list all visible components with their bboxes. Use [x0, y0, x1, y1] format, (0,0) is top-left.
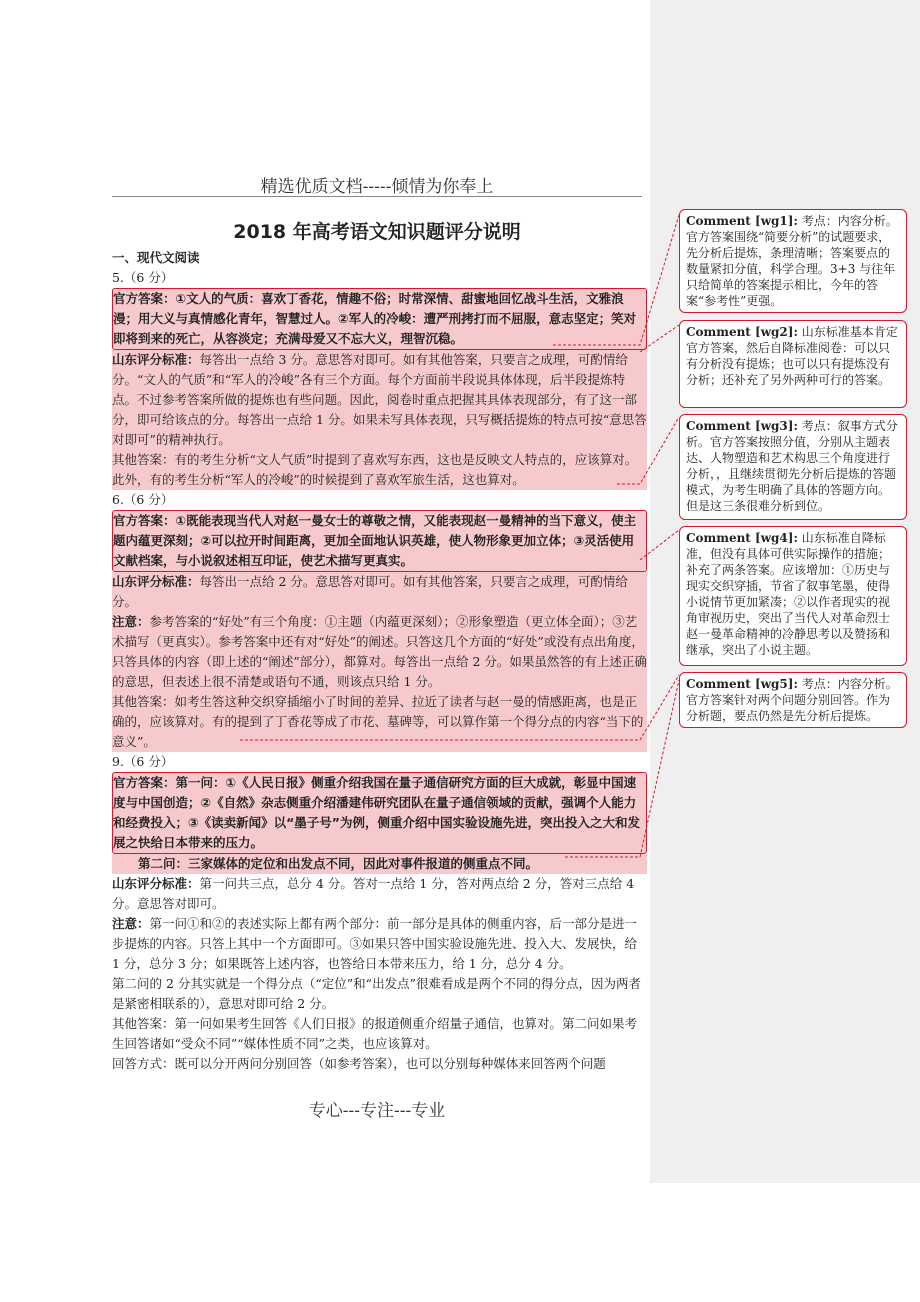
- document-title: 2018 年高考语文知识题评分说明: [233, 221, 521, 243]
- q5-number: 5.（6 分）: [112, 270, 174, 285]
- connector-wg5b: [565, 680, 679, 857]
- q9-official-answer-part2[interactable]: 第二问：三家媒体的定位和出发点不同，因此对事件报道的侧重点不同。: [112, 854, 647, 874]
- q6-note[interactable]: 注意：参考答案的“好处”有三个角度：①主题（内蕴更深刻）；②形象塑造（更立体全面）；③艺术描写（更真实）。参考答案中还有对“好处”的阐述。只答这几个方面的“好处”或没有点出角度，只答具体的内容（即上述的“阐述”部分），都算对。每答出一点给 2 分。如果虽然答的有上述正确的意思，但表述上很不清楚或语句不通，则该点只给 1 分。: [112, 612, 647, 692]
- q6-other-answers[interactable]: 其他答案：如考生答这种交织穿插缩小了时间的差异、拉近了读者与赵一曼的情感距离，也是正确的，应该算对。有的提到了丁香花等成了市花、墓碑等，可以算作第一个得分点的内容“当下的意义”。: [112, 692, 647, 752]
- connector-wg5: [240, 675, 679, 740]
- q9-official-answer[interactable]: 官方答案：第一问：①《人民日报》侧重介绍我国在量子通信研究方面的巨大成就，彰显中国速度与中国创造；②《自然》杂志侧重介绍潘建伟研究团队在量子通信领域的贡献，强调个人能力和经费投入；③《读卖新闻》以“墨子号”为例，侧重介绍中国实验设施先进，突出投入之大和发展之快给日本带来的压力。: [112, 772, 647, 854]
- q5-scoring-standard[interactable]: 山东评分标准：每答出一点给 3 分。意思答对即可。如有其他答案，只要言之成理，可酌情给分。“文人的气质”和“军人的冷峻”各有三个方面。每个方面前半段说具体体现，后半段提炼特点。不过参考答案所做的提炼也有些问题。因此，阅卷时重点把握其具体表现部分，有了这一部分，即可给该点的分。每答出一点给 1 分。如果未写具体表现，只写概括提炼的特点可按“意思答对即可”的精神执行。: [112, 350, 647, 450]
- comment-wg1[interactable]: Comment [wg1]: 考点：内容分析。官方答案围绕“简要分析”的试题要求，先分析后提炼，条理清晰；答案要点的数量紧扣分值，科学合理。3+3 与往年只给简单的答案提示相比，今年的答案“参考性”更强。: [679, 209, 907, 313]
- running-header: 精选优质文档-----倾情为你奉上: [260, 177, 494, 197]
- comment-wg5[interactable]: Comment [wg5]: 考点：内容分析。官方答案针对两个问题分别回答。作为分析题，要点仍然是先分析后提炼。: [679, 672, 907, 728]
- q6-scoring-standard[interactable]: 山东评分标准：每答出一点给 2 分。意思答对即可。如有其他答案，只要言之成理，可酌情给分。: [112, 572, 647, 612]
- connector-wg4: [640, 530, 679, 560]
- q6-official-answer[interactable]: 官方答案：①既能表现当代人对赵一曼女士的尊敬之情，又能表现赵一曼精神的当下意义，使主题内蕴更深刻；②可以拉开时间距离，更加全面地认识英雄，使人物形象更加立体；③灵活使用文献档案，与小说叙述相互印证，使艺术描写更真实。: [112, 510, 647, 572]
- section-heading: 一、现代文阅读: [112, 250, 200, 265]
- connector-wg1: [553, 215, 679, 345]
- comment-wg3[interactable]: Comment [wg3]: 考点：叙事方式分析。官方答案按照分值，分别从主题表达、人物塑造和艺术构思三个角度进行分析，，且继续贯彻先分析后提炼的答题模式，为考生明确了具体的答题方向。但是这三条很难分析到位。: [679, 414, 907, 520]
- running-footer: 专心---专注---专业: [308, 1101, 446, 1121]
- q9-second-question-note: 第二问的 2 分其实就是一个得分点（“定位”和“出发点”很难看成是两个不同的得分点，因为两者是紧密相联系的），意思对即可给 2 分。: [112, 976, 641, 1011]
- q9-number: 9.（6 分）: [112, 754, 174, 769]
- q9-other-answers: 其他答案：第一问如果考生回答《人们日报》的报道侧重介绍量子通信，也算对。第二问如果考生回答诸如“受众不同”“媒体性质不同”之类，也应该算对。: [112, 1016, 638, 1051]
- connector-wg2: [640, 325, 679, 352]
- q9-answer-method: 回答方式：既可以分开两问分别回答（如参考答案），也可以分别每种媒体来回答两个问题: [112, 1056, 606, 1071]
- q5-other-answers[interactable]: 其他答案：有的考生分析“文人气质”时提到了喜欢写东西，这也是反映文人特点的，应该算对。此外，有的考生分析“军人的冷峻”的时候提到了喜欢军旅生活，这也算对。: [112, 450, 647, 490]
- q9-scoring-standard: 山东评分标准：第一问共三点，总分 4 分。答对一点给 1 分，答对两点给 2 分，答对三点给 4 分。意思答对即可。: [112, 876, 635, 911]
- connector-wg3: [617, 417, 679, 484]
- q5-official-answer[interactable]: 官方答案：①文人的气质：喜欢丁香花，情趣不俗；时常深情、甜蜜地回忆战斗生活，文雅浪漫；用大义与真情感化青年，智慧过人。②军人的冷峻：遭严刑拷打而不屈服，意志坚定；笑对即将到来的死亡，从容淡定；充满母爱又不忘大义，理智沉稳。: [112, 288, 647, 350]
- comment-wg2[interactable]: Comment [wg2]: 山东标准基本肯定官方答案，然后自降标准阅卷：可以只有分析没有提炼；也可以只有提炼没有分析；还补充了另外两种可行的答案。: [679, 320, 907, 408]
- comment-wg4[interactable]: Comment [wg4]: 山东标准自降标准，但没有具体可供实际操作的措施；补充了两条答案。应该增加：①历史与现实交织穿插，节省了叙事笔墨，使得小说情节更加紧凑；②以作者现实的视角审视历史，突出了当代人对革命烈士赵一曼革命精神的冷静思考以及赞扬和继承，突出了小说主题。: [679, 526, 907, 666]
- q9-note: 注意：第一问①和②的表述实际上都有两个部分：前一部分是具体的侧重内容，后一部分是进一步提炼的内容。只答上其中一个方面即可。③如果只答中国实验设施先进、投入大、发展快，给 1 分，总分 3 分；如果既答上述内容，也答给日本带来压力，给 1 分，总分 4 分。: [112, 916, 638, 971]
- q6-number: 6.（6 分）: [112, 492, 174, 507]
